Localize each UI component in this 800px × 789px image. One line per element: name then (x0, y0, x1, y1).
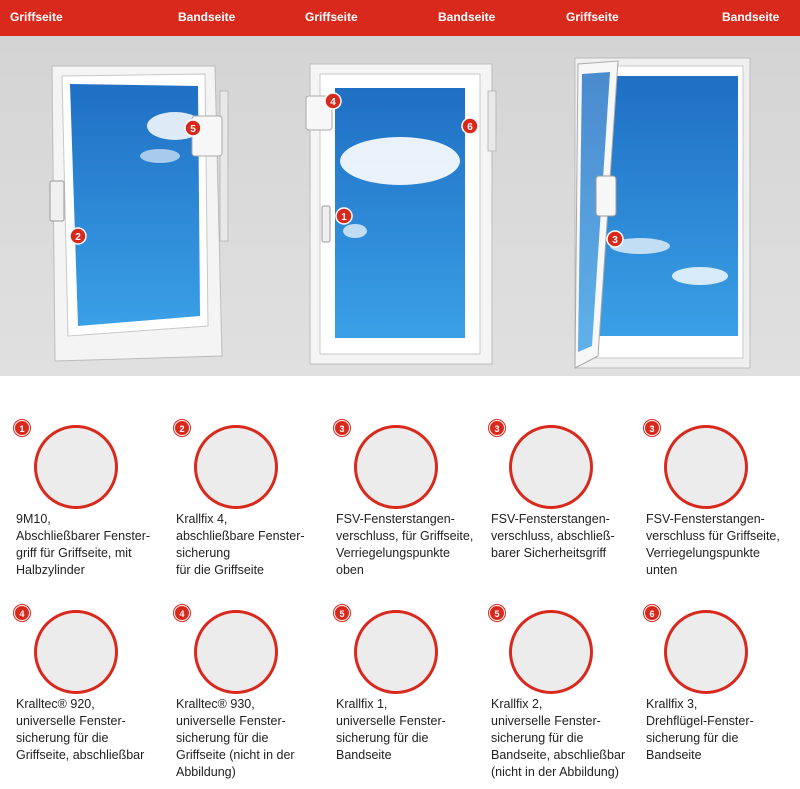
number-badge: 6 (644, 605, 660, 621)
label-bandseite-2: Bandseite (438, 10, 496, 24)
number-badge: 3 (489, 420, 505, 436)
marker-4 (325, 93, 341, 109)
product-thumbnail (509, 610, 593, 694)
number-badge: 5 (334, 605, 350, 621)
product-caption: Krallfix 4, abschließbare Fenster- sicherung für die Griffseite (176, 512, 305, 577)
label-bandseite-3: Bandseite (722, 10, 780, 24)
svg-text:3: 3 (612, 235, 618, 246)
number-badge: 4 (174, 605, 190, 621)
product-caption: FSV-Fensterstangen- verschluss, für Griffseite, Verriegelungspunkte oben (336, 512, 474, 577)
marker-6 (462, 118, 478, 134)
label-bandseite-1: Bandseite (178, 10, 236, 24)
marker-3 (607, 231, 623, 247)
window-open (575, 58, 750, 368)
number-badge: 5 (489, 605, 505, 621)
product-caption: Kralltec® 930, universelle Fenster- sicherung für die Griffseite (nicht in der Abbildung) (176, 697, 295, 779)
header-bar (0, 0, 800, 36)
product-thumbnail (194, 425, 278, 509)
label-griffseite-3: Griffseite (566, 10, 619, 24)
product-thumbnail (664, 425, 748, 509)
product-caption: Krallfix 3, Drehflügel-Fenster- sicherung für die Bandseite (646, 697, 754, 762)
label-griffseite-2: Griffseite (305, 10, 358, 24)
windows-svg (0, 36, 800, 376)
window-illustration (0, 36, 800, 376)
svg-text:6: 6 (467, 122, 473, 133)
number-badge: 3 (334, 420, 350, 436)
svg-text:4: 4 (330, 97, 336, 108)
window-tilted (50, 66, 228, 361)
svg-text:5: 5 (190, 124, 196, 135)
number-badge: 1 (14, 420, 30, 436)
marker-1 (336, 208, 352, 224)
label-griffseite-1: Griffseite (10, 10, 63, 24)
number-badge: 3 (644, 420, 660, 436)
number-badge: 2 (174, 420, 190, 436)
product-caption: FSV-Fensterstangen- verschluss für Griffseite, Verriegelungspunkte unten (646, 512, 780, 577)
svg-text:1: 1 (341, 212, 347, 223)
product-thumbnail (34, 610, 118, 694)
product-thumbnail (664, 610, 748, 694)
product-thumbnail (194, 610, 278, 694)
marker-2 (70, 228, 86, 244)
product-caption: Krallfix 2, universelle Fenster- sicherung für die Bandseite, abschließbar (nicht in der Abbildung) (491, 697, 626, 779)
product-caption: FSV-Fensterstangen- verschluss, abschließ- barer Sicherheitsgriff (491, 512, 615, 560)
product-caption: Kralltec® 920, universelle Fenster- sicherung für die Griffseite, abschließbar (16, 697, 145, 762)
product-caption: 9M10, Abschließbarer Fenster- griff für Griffseite, mit Halbzylinder (16, 512, 151, 577)
product-thumbnail (34, 425, 118, 509)
product-thumbnail (354, 610, 438, 694)
svg-text:2: 2 (75, 232, 81, 243)
product-caption: Krallfix 1, universelle Fenster- sicherung für die Bandseite (336, 697, 446, 762)
product-thumbnail (509, 425, 593, 509)
product-thumbnail (354, 425, 438, 509)
number-badge: 4 (14, 605, 30, 621)
marker-5 (185, 120, 201, 136)
